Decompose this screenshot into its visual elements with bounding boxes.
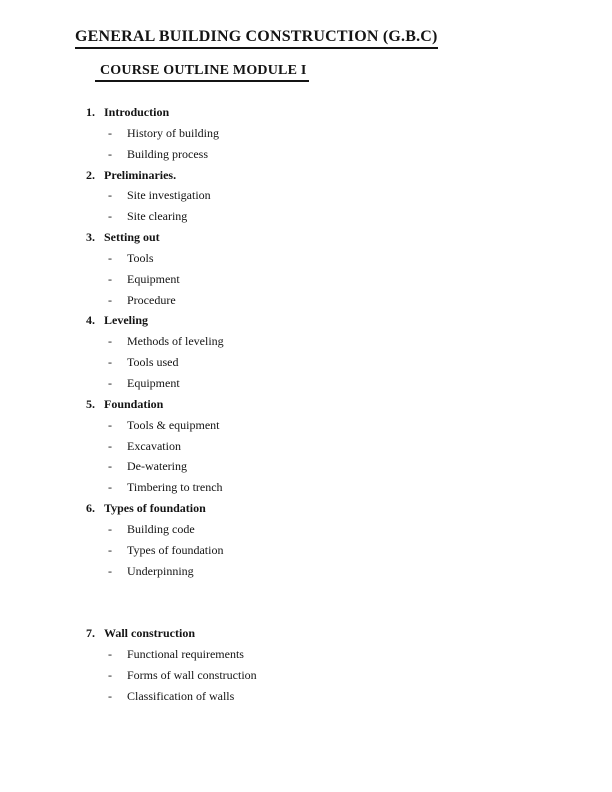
item-text: History of building <box>127 125 219 140</box>
section-title: Setting out <box>104 230 160 245</box>
dash-bullet: - <box>108 292 112 307</box>
outline-section-types-of-foundation <box>86 498 506 581</box>
item-text: Functional requirements <box>127 646 244 661</box>
item-text: Classification of walls <box>127 688 235 703</box>
section-title: Introduction <box>104 105 170 119</box>
dash-bullet: - <box>108 146 112 161</box>
section-title: Types of foundation <box>104 501 206 516</box>
outline-section-wall-construction <box>86 623 506 706</box>
outline-item <box>86 269 506 290</box>
outline-item <box>86 644 506 665</box>
outline-section-leveling <box>86 310 506 393</box>
item-text: Tools used <box>127 355 179 370</box>
item-text: Tools & equipment <box>127 417 220 432</box>
course-outline <box>86 102 506 706</box>
dash-bullet: - <box>108 480 112 495</box>
section-heading <box>86 394 506 415</box>
item-text: Forms of wall construction <box>127 667 257 682</box>
item-text: Types of foundation <box>127 542 224 557</box>
item-text: Methods of leveling <box>127 334 224 349</box>
dash-bullet: - <box>108 438 112 453</box>
outline-item <box>86 248 506 269</box>
outline-item <box>86 185 506 206</box>
dash-bullet: - <box>108 355 112 370</box>
outline-item <box>86 665 506 686</box>
item-text: Building process <box>127 146 208 161</box>
dash-bullet: - <box>108 563 112 578</box>
outline-section-foundation <box>86 394 506 498</box>
section-heading <box>86 227 506 248</box>
dash-bullet: - <box>108 209 112 224</box>
outline-item <box>86 477 506 498</box>
outline-item <box>86 144 506 165</box>
item-text: Tools <box>127 250 154 265</box>
outline-item <box>86 373 506 394</box>
outline-item <box>86 206 506 227</box>
item-text: Site investigation <box>127 188 211 203</box>
section-heading <box>86 310 506 331</box>
dash-bullet: - <box>108 542 112 557</box>
outline-item <box>86 352 506 373</box>
outline-item <box>86 436 506 457</box>
dash-bullet: - <box>108 250 112 265</box>
item-text: Excavation <box>127 438 181 453</box>
dash-bullet: - <box>108 375 112 390</box>
section-title: Preliminaries. <box>104 167 177 182</box>
item-text: Underpinning <box>127 563 194 578</box>
module-heading: COURSE OUTLINE MODULE I <box>95 63 309 82</box>
section-number: 4. <box>86 313 95 328</box>
dash-bullet: - <box>108 459 112 474</box>
outline-item <box>86 686 506 707</box>
outline-item <box>86 415 506 436</box>
outline-section-setting-out <box>86 227 506 310</box>
section-title: Wall construction <box>104 626 196 641</box>
outline-item <box>86 540 506 561</box>
item-text: Building code <box>127 521 195 536</box>
section-number: 2. <box>86 167 95 182</box>
section-number: 5. <box>86 396 95 411</box>
outline-item <box>86 456 506 477</box>
dash-bullet: - <box>108 271 112 286</box>
document-title: GENERAL BUILDING CONSTRUCTION (G.B.C) <box>75 28 438 49</box>
outline-item <box>86 519 506 540</box>
item-text: Timbering to trench <box>127 480 223 495</box>
item-text: Equipment <box>127 271 180 286</box>
section-title: Foundation <box>104 396 164 411</box>
section-heading <box>86 498 506 519</box>
dash-bullet: - <box>108 521 112 536</box>
item-text: De-watering <box>127 459 187 474</box>
dash-bullet: - <box>108 334 112 349</box>
outline-item <box>86 123 506 144</box>
section-number: 3. <box>86 230 95 245</box>
section-number: 6. <box>86 501 95 516</box>
outline-item <box>86 561 506 582</box>
section-number: 7. <box>86 626 95 641</box>
outline-section-introduction <box>86 102 506 165</box>
item-text: Equipment <box>127 375 180 390</box>
dash-bullet: - <box>108 125 112 140</box>
section-number: 1. <box>86 105 95 119</box>
dash-bullet: - <box>108 688 112 703</box>
dash-bullet: - <box>108 417 112 432</box>
section-heading <box>86 102 506 123</box>
section-heading <box>86 165 506 186</box>
outline-item <box>86 331 506 352</box>
outline-item <box>86 290 506 311</box>
item-text: Site clearing <box>127 209 188 224</box>
section-title: Leveling <box>104 313 148 328</box>
dash-bullet: - <box>108 188 112 203</box>
item-text: Procedure <box>127 292 176 307</box>
outline-section-preliminaries <box>86 165 506 228</box>
section-heading <box>86 623 506 644</box>
dash-bullet: - <box>108 667 112 682</box>
dash-bullet: - <box>108 646 112 661</box>
